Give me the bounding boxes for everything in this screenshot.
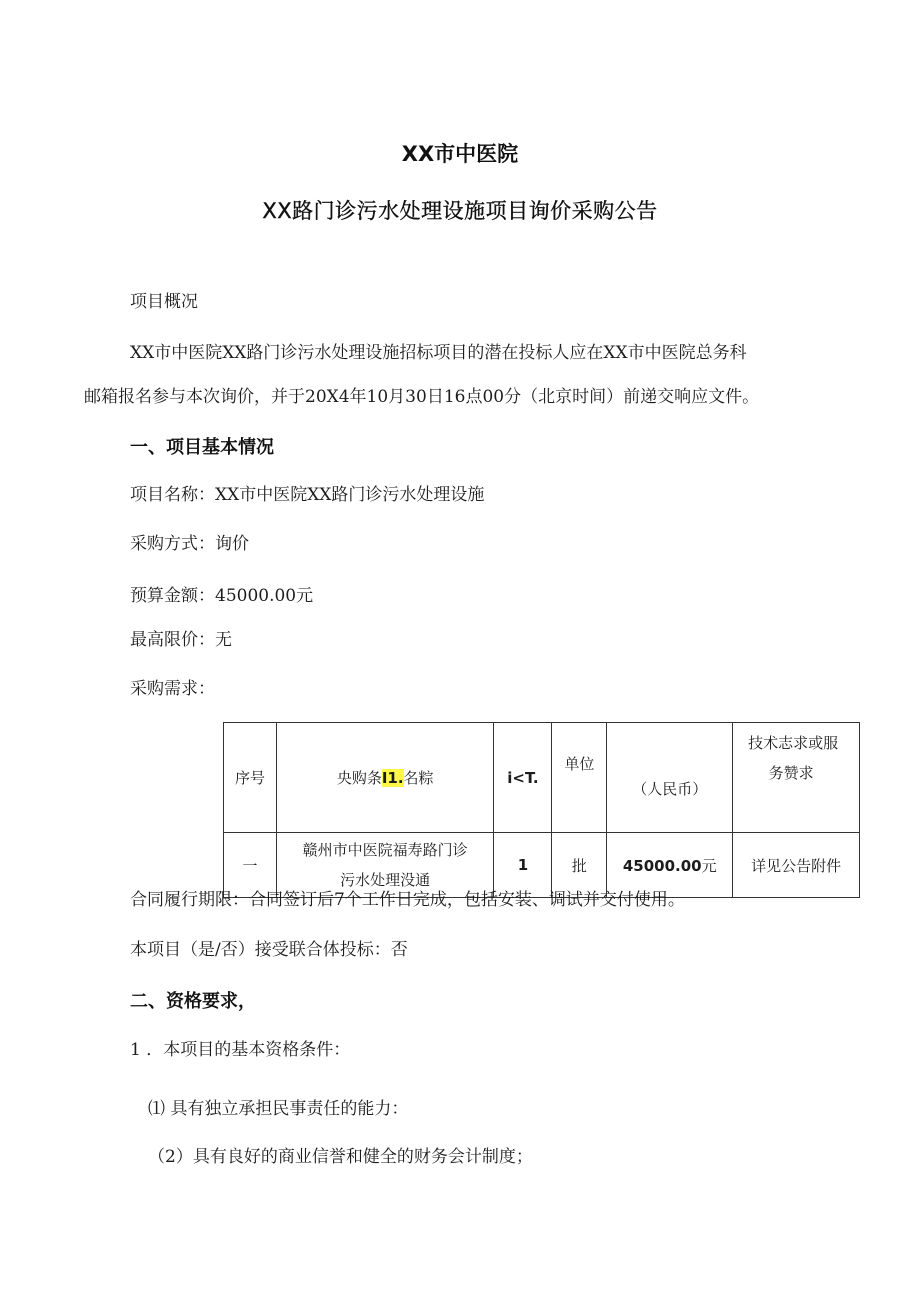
header-seq: 序号 — [224, 723, 277, 833]
row-price-number: 45000.00 — [622, 856, 702, 875]
project-name: 项目名称：XX市中医院XX路门诊污水处理设施 — [130, 485, 485, 505]
section1-heading: 一、项目基本情况 — [130, 437, 274, 458]
qualification-sub-2: （2）具有良好的商业信誉和健全的财务会计制度； — [148, 1147, 533, 1167]
qualification-item-1: 1 ．本项目的基本资格条件： — [130, 1040, 351, 1060]
overview-paragraph-line2: 邮箱报名参与本次询价，并于20X4年10月30日16点00分（北京时间）前递交响应文件。 — [84, 387, 760, 407]
budget-amount: 预算金额：45000.00元 — [130, 586, 314, 606]
section2-heading: 二、资格要求， — [130, 991, 256, 1012]
requirements-table — [223, 722, 860, 898]
table-header-row — [224, 723, 860, 833]
overview-paragraph-line1: XX市中医院XX路门诊污水处理设施招标项目的潜在投标人应在XX市中医院总务科 — [130, 343, 747, 363]
header-item-name-prefix: 央购条 — [336, 769, 382, 787]
header-quantity: i<T. — [494, 723, 552, 833]
overview-heading: 项目概况 — [130, 292, 198, 312]
contract-period: 合同履行期限：合同签订后7个工作日完成，包括安装、调试并交付使用。 — [130, 890, 685, 910]
header-tech-line1: 技术志求或服 — [748, 734, 839, 752]
document-title-hospital: XX市中医院 — [401, 142, 519, 166]
qualification-sub-1: ⑴ 具有独立承担民事责任的能力： — [148, 1099, 409, 1119]
row-tech-requirements: 详见公告附件 — [733, 833, 860, 898]
consortium-bid: 本项目（是/否）接受联合体投标：否 — [130, 940, 408, 960]
header-price-label: （人民币） — [632, 780, 708, 798]
row-seq: 一 — [224, 833, 277, 898]
header-item-name-suffix: 名粽 — [403, 769, 434, 787]
procurement-method: 采购方式：询价 — [130, 534, 249, 554]
row-unit: 批 — [552, 833, 607, 898]
document-title-notice: XX路门诊污水处理设施项目询价采购公告 — [262, 199, 658, 223]
header-tech-line2: 务赞求 — [768, 764, 814, 782]
header-item-name-highlight: I1. — [381, 769, 404, 787]
header-tech-requirements — [733, 723, 860, 833]
row-item-name-line2: 污水处理没通 — [340, 871, 431, 889]
header-price — [607, 723, 733, 833]
max-price: 最高限价：无 — [130, 630, 232, 650]
header-unit: 单位 — [552, 723, 607, 833]
row-quantity: 1 — [494, 833, 552, 898]
row-item-name-line1: 赣州市中医院福寿路门诊 — [302, 841, 468, 859]
demand-label: 采购需求： — [130, 679, 215, 699]
header-item-name — [276, 723, 494, 833]
row-price-unit: 元 — [701, 856, 717, 875]
